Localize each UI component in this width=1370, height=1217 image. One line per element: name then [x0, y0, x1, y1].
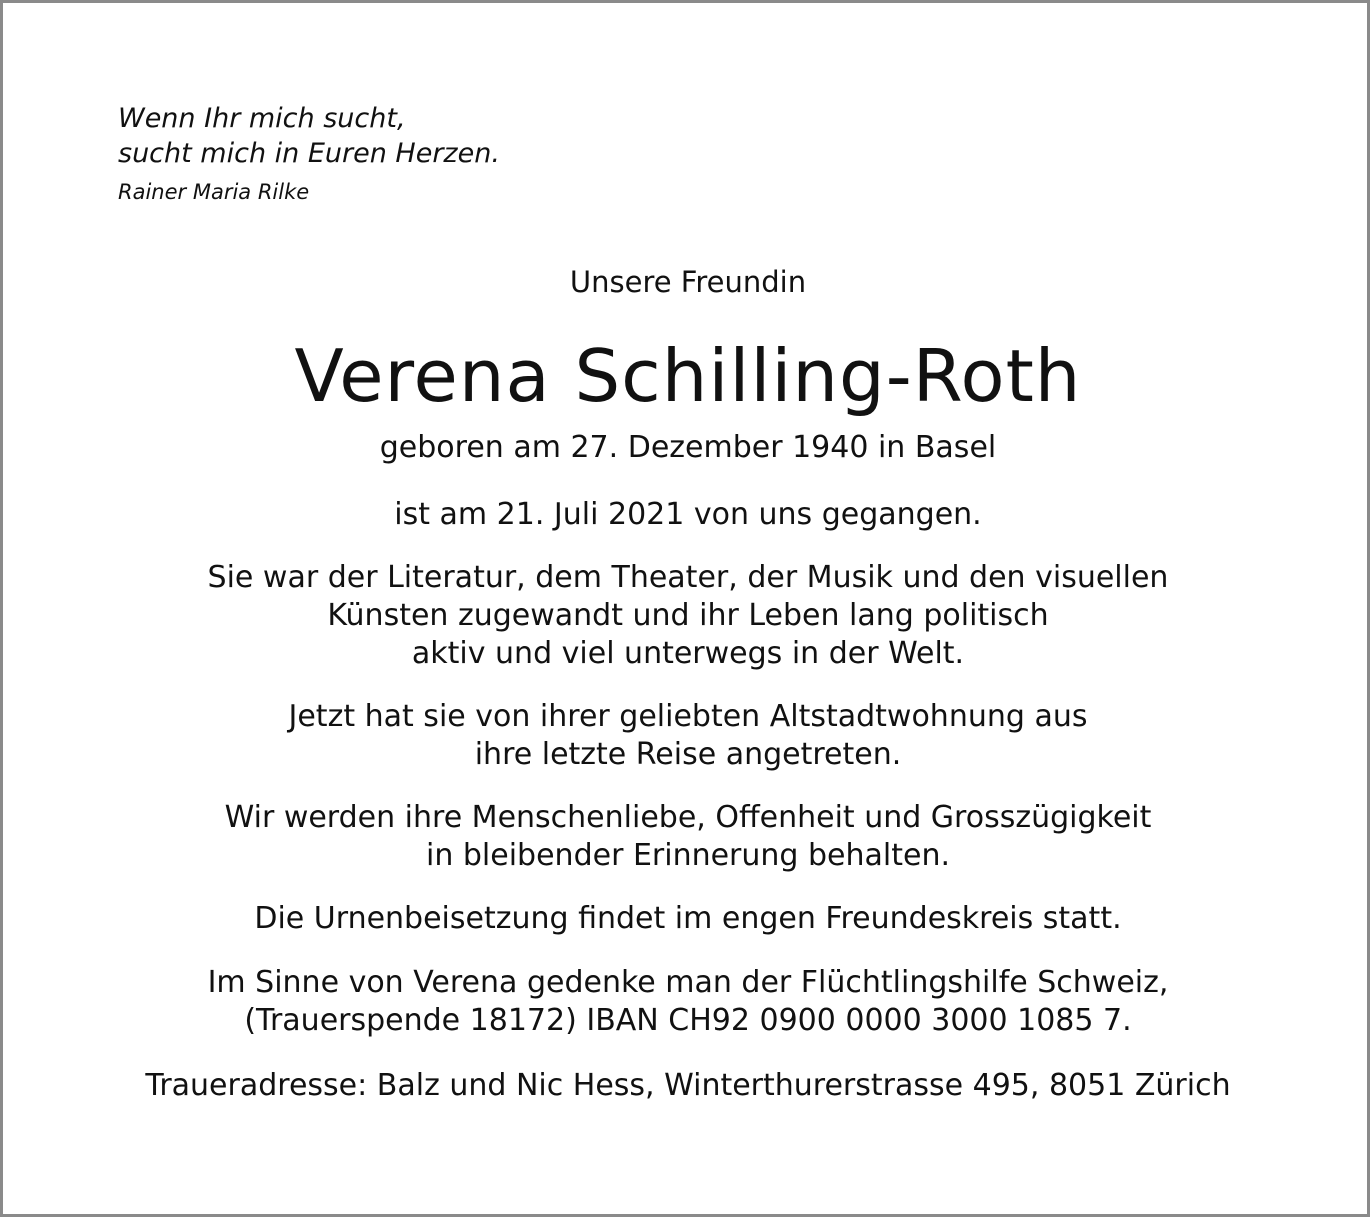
quote-line-1: Wenn Ihr mich sucht, [118, 103, 406, 134]
quote-author: Rainer Maria Rilke [118, 180, 310, 204]
paragraph-journey-line-2: ihre letzte Reise angetreten. [474, 737, 902, 772]
paragraph-memory-line-2: in bleibender Erinnerung behalten. [426, 838, 950, 873]
quote-line-2: sucht mich in Euren Herzen. [118, 138, 500, 169]
paragraph-life-line-1: Sie war der Literatur, dem Theater, der Musik und den visuellen [207, 560, 1169, 595]
paragraph-memory-line-1: Wir werden ihre Menschenliebe, Offenheit und Grosszügigkeit [224, 800, 1152, 835]
death-line: ist am 21. Juli 2021 von uns gegangen. [394, 497, 982, 532]
deceased-name: Verena Schilling-Roth [294, 334, 1082, 418]
mourning-address: Traueradresse: Balz und Nic Hess, Winterthurerstrasse 495, 8051 Zürich [145, 1068, 1231, 1103]
paragraph-journey-line-1: Jetzt hat sie von ihrer geliebten Altstadtwohnung aus [288, 699, 1088, 734]
intro-text: Unsere Freundin [569, 265, 807, 299]
paragraph-burial: Die Urnenbeisetzung findet im engen Freundeskreis statt. [254, 901, 1122, 936]
paragraph-donation-line-1: Im Sinne von Verena gedenke man der Flüchtlingshilfe Schweiz, [207, 965, 1169, 1000]
paragraph-life-line-2: Künsten zugewandt und ihr Leben lang politisch [327, 598, 1049, 633]
paragraph-donation-line-2: (Trauerspende 18172) IBAN CH92 0900 0000 3000 1085 7. [244, 1003, 1132, 1038]
birth-line: geboren am 27. Dezember 1940 in Basel [379, 430, 997, 465]
paragraph-life-line-3: aktiv und viel unterwegs in der Welt. [411, 636, 965, 671]
